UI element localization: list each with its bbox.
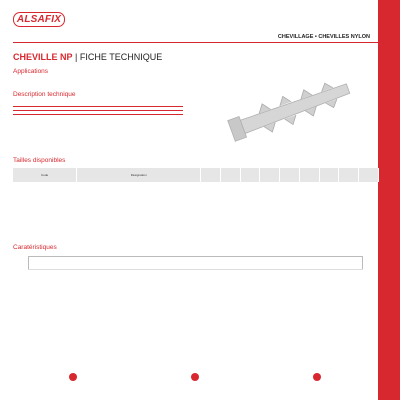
description-label (13, 111, 59, 115)
brand-logo (13, 12, 65, 27)
sizes-column-header (201, 168, 221, 182)
brand-name: ALSAFIX (16, 14, 62, 25)
category-label: CHEVILLAGE • CHEVILLES NYLON (277, 34, 370, 40)
header-divider (13, 42, 379, 43)
contact-footer (13, 368, 379, 386)
sizes-table (13, 168, 379, 182)
phone-icon (191, 373, 199, 381)
characteristics-heading: Caratéristiques (13, 244, 57, 251)
product-image (222, 58, 362, 163)
sizes-column-header: Code (13, 168, 77, 182)
sizes-heading: Tailles disponibles (13, 157, 66, 164)
characteristics-table (28, 256, 363, 270)
sizes-column-header (339, 168, 359, 182)
footer-item-email[interactable] (313, 373, 324, 381)
sizes-column-header (299, 168, 319, 182)
description-row (13, 111, 183, 115)
product-title: CHEVILLE NP (13, 52, 73, 62)
sizes-column-header (260, 168, 280, 182)
sizes-column-header: Désignation (77, 168, 201, 182)
page-title (13, 52, 162, 62)
sizes-column-header (359, 168, 379, 182)
characteristics-title (29, 257, 363, 270)
location-icon (69, 373, 77, 381)
sizes-column-header (220, 168, 240, 182)
sizes-column-header (280, 168, 300, 182)
footer-item-address (69, 373, 80, 381)
description-table (13, 103, 183, 115)
applications-heading: Applications (13, 68, 49, 75)
email-icon (313, 373, 321, 381)
description-value (59, 111, 183, 115)
side-bar (378, 0, 400, 400)
description-heading: Description technique (13, 91, 76, 98)
sizes-column-header (240, 168, 260, 182)
title-suffix: | FICHE TECHNIQUE (72, 52, 163, 62)
sizes-column-header (319, 168, 339, 182)
footer-item-phone (191, 373, 202, 381)
